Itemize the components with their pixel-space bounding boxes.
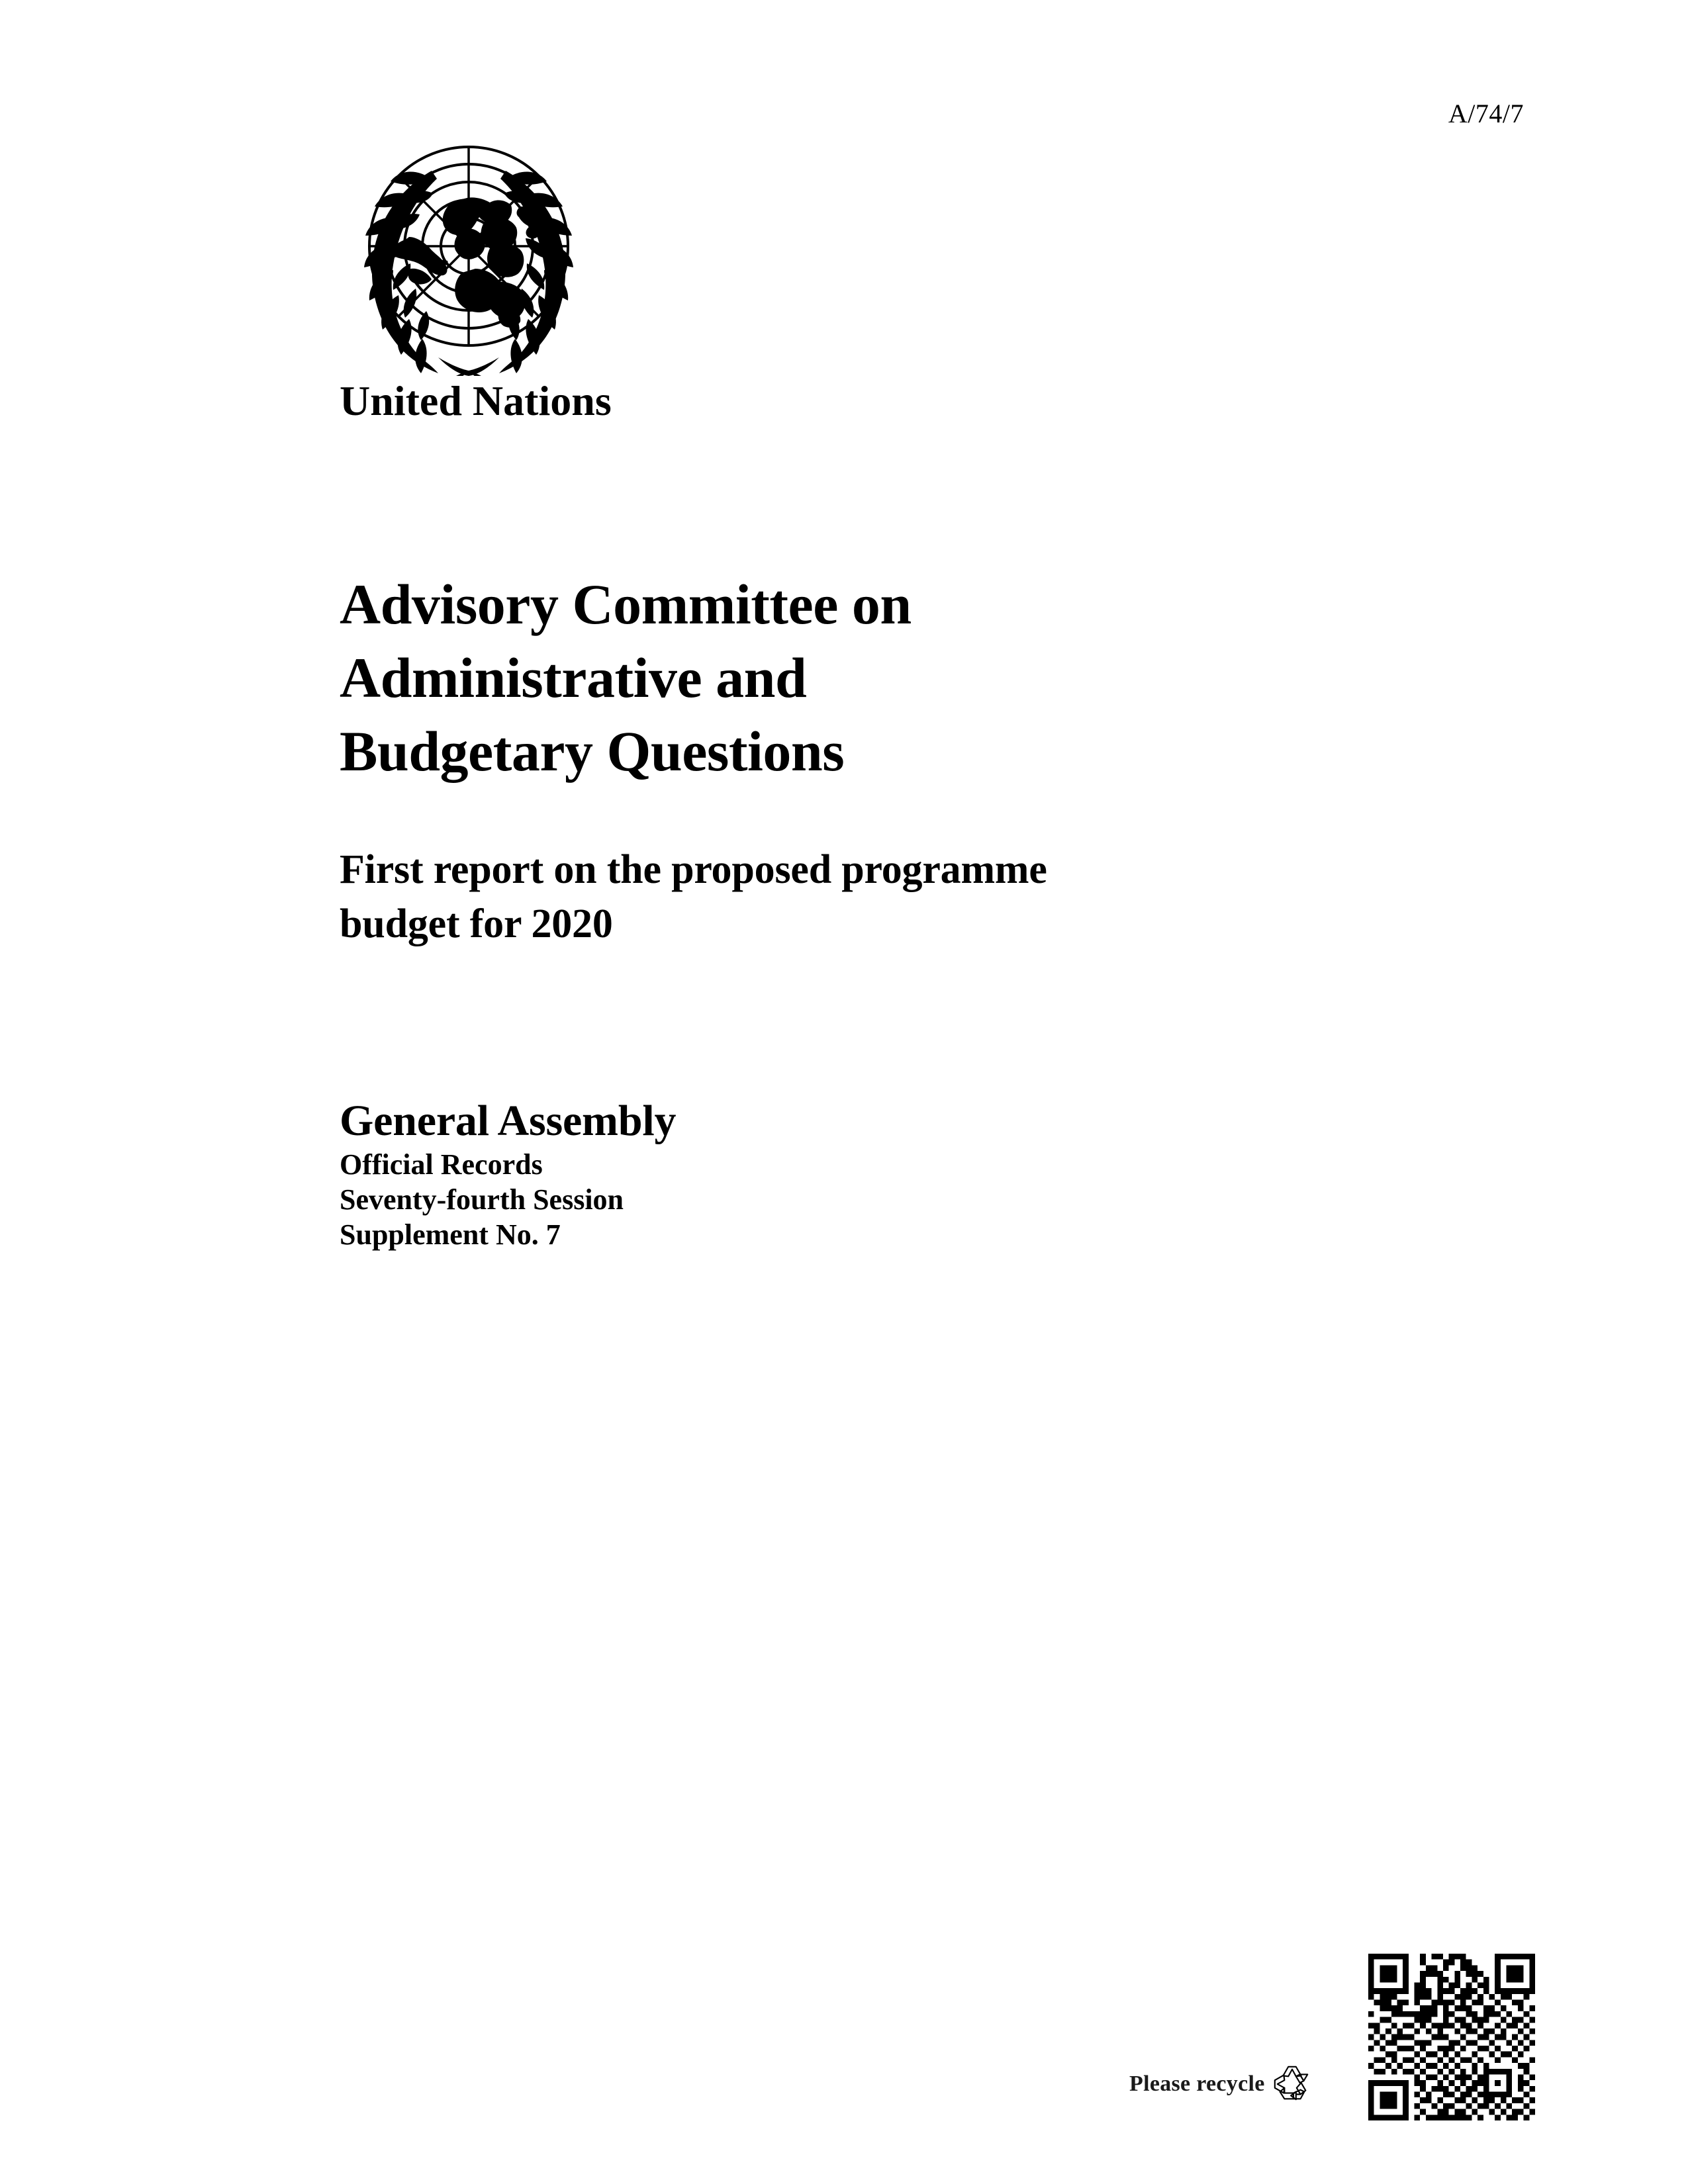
united-nations-wordmark: United Nations (340, 377, 612, 424)
page-title-line: Administrative and (340, 645, 807, 709)
supplement-number-label: Supplement No. 7 (340, 1218, 561, 1251)
recycle-label: Please recycle (1129, 2071, 1265, 2096)
page-subtitle-line: First report on the proposed programme (340, 847, 1047, 893)
page-title-line: Advisory Committee on (340, 572, 912, 636)
page-title (340, 568, 1333, 788)
recycle-icon (1272, 2064, 1313, 2105)
page-subtitle (340, 842, 1346, 951)
qr-code (1368, 1954, 1535, 2120)
recycle-mark (1129, 2064, 1313, 2105)
general-assembly-heading: General Assembly (340, 1097, 677, 1145)
general-assembly-block (340, 1095, 1134, 1252)
un-emblem (332, 130, 605, 376)
page-title-line: Budgetary Questions (340, 719, 845, 783)
page-subtitle-line: budget for 2020 (340, 901, 613, 947)
session-label: Seventy-fourth Session (340, 1183, 624, 1216)
document-symbol: A/74/7 (1448, 99, 1524, 128)
official-records-label: Official Records (340, 1148, 543, 1181)
